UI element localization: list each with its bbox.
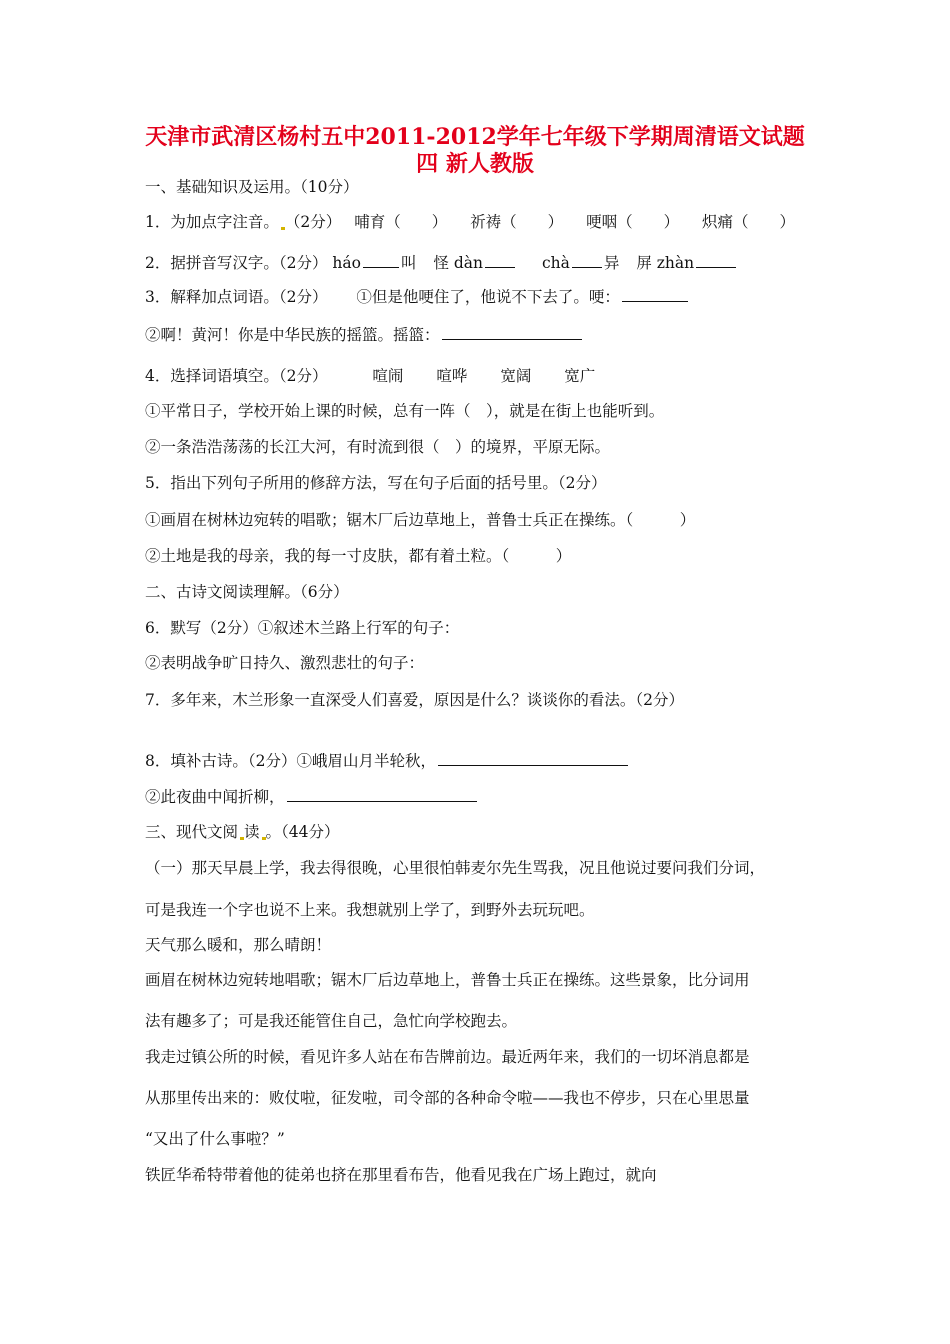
q1-label: 1．为加点字注音。 [145, 213, 279, 231]
q2-char-2: 异 [603, 254, 620, 272]
q4-sentence-2: ②一条浩浩荡荡的长江大河，有时流到很（ ）的境界，平原无际。 [145, 438, 611, 456]
passage-p4-line2: 从那里传出来的：败仗啦，征发啦，司令部的各种命令啦——我也不停步，只在心里思量 [145, 1089, 750, 1107]
question-6-line2: ②表明战争旷日持久、激烈悲壮的句子： [145, 654, 425, 672]
passage-p3-line2 [145, 1010, 517, 1032]
question-3 [145, 286, 690, 308]
passage-p3-line2-a: 法有趣多了；可是我还能管住自己，急忙 [145, 1012, 425, 1030]
q5-sentence-2: ②土地是我的母亲，我的每一寸皮肤，都有着土粒。（ ） [145, 547, 572, 565]
question-7: 7．多年来，木兰形象一直深受人们喜爱，原因是什么？谈谈你的看法。（2分） [145, 691, 684, 709]
passage-p2: 天气那么暖和，那么晴朗！ [145, 936, 332, 954]
q4-option-1: 喧闹 [372, 367, 404, 385]
exam-title-line2: 四 新人教版 [416, 151, 534, 177]
q4-option-4: 宽广 [564, 367, 596, 385]
question-1 [145, 211, 795, 233]
question-6: 6．默写（2分）①叙述木兰路上行军的句子： [145, 619, 460, 637]
passage-p1-line2: 可是我连一个字也说不上来。我想就别上学了，到野外去玩玩吧。 [145, 901, 595, 919]
exam-title-line1: 天津市武清区杨村五中2011-2012学年七年级下学期周清语文试题 [145, 124, 805, 150]
q2-char-1: 叫 [400, 254, 417, 272]
answer-blank[interactable] [363, 253, 399, 268]
passage-p3-line2-b: 向学校跑去。 [424, 1012, 518, 1030]
q5-sentence-1: ①画眉在树林边宛转的唱歌；锯木厂后边草地上，普鲁士兵正在操练。（ ） [145, 511, 696, 529]
answer-blank[interactable] [622, 287, 688, 302]
passage-p1-line1: （一）那天早晨上学，我去得很晚，心里很怕韩麦尔先生骂我，况且他说过要问我们分词， [145, 859, 766, 877]
answer-blank[interactable] [287, 787, 477, 802]
question-8-line2 [145, 786, 479, 808]
q1-item-3: 哽咽（ ） [586, 213, 680, 231]
q3-part1: ①但是他哽住了，他说不下去了。哽： [356, 288, 620, 306]
q2-pinyin-4: 屏 zhàn [636, 254, 695, 272]
section3-heading [145, 821, 340, 843]
q4-option-3: 宽阔 [500, 367, 532, 385]
question-5: 5．指出下列句子所用的修辞方法，写在句子后面的括号里。（2分） [145, 474, 607, 492]
q2-pinyin-3: chà [541, 254, 570, 272]
question-2 [145, 252, 738, 274]
question-4 [145, 365, 595, 387]
answer-blank[interactable] [572, 253, 602, 268]
q2-pinyin-1: háo [332, 254, 361, 272]
section2-heading: 二、古诗文阅读理解。（6分） [145, 583, 349, 601]
question-8 [145, 750, 630, 772]
answer-blank[interactable] [696, 253, 736, 268]
question-3-line2 [145, 324, 584, 346]
q2-label: 2．据拼音写汉字。（2分） [145, 254, 328, 272]
q3-part2: ②啊！黄河！你是中华民族的摇篮。摇篮： [145, 326, 440, 344]
q1-item-2: 祈祷（ ） [470, 213, 564, 231]
q2-pinyin-2: 怪 dàn [433, 254, 484, 272]
q1-item-4: 炽痛（ ） [702, 213, 796, 231]
passage-p3-line1: 画眉在树林边宛转地唱歌；锯木厂后边草地上，普鲁士兵正在操练。这些景象，比分词用 [145, 971, 750, 989]
q8-line2: ②此夜曲中闻折柳， [145, 788, 285, 806]
passage-p5: 铁匠华希特带着他的徒弟也挤在那里看布告，他看见我在广场上跑过，就向 [145, 1166, 657, 1184]
passage-p4-line3: “又出了什么事啦？” [145, 1130, 285, 1148]
answer-blank[interactable] [442, 325, 582, 340]
answer-blank[interactable] [438, 751, 628, 766]
section3-heading-a: 三、现代文阅 [145, 823, 239, 841]
q4-option-2: 喧哗 [436, 367, 468, 385]
q4-label: 4．选择词语填空。（2分） [145, 367, 328, 385]
q4-sentence-1: ①平常日子，学校开始上课的时候，总有一阵（ ），就是在街上也能听到。 [145, 402, 665, 420]
passage-p4-line1: 我走过镇公所的时候，看见许多人站在布告牌前边。最近两年来，我们的一切坏消息都是 [145, 1048, 750, 1066]
q1-item-1: 哺育（ ） [354, 213, 448, 231]
q8-line1: 8．填补古诗。（2分）①峨眉山月半轮秋， [145, 752, 436, 770]
section3-heading-b: 读 [244, 823, 260, 841]
section1-heading: 一、基础知识及运用。（10分） [145, 178, 359, 196]
q1-score: （2分） [284, 213, 342, 231]
answer-blank[interactable] [485, 253, 515, 268]
section3-heading-c: 。（44分） [265, 823, 340, 841]
q3-label: 3．解释加点词语。（2分） [145, 288, 328, 306]
